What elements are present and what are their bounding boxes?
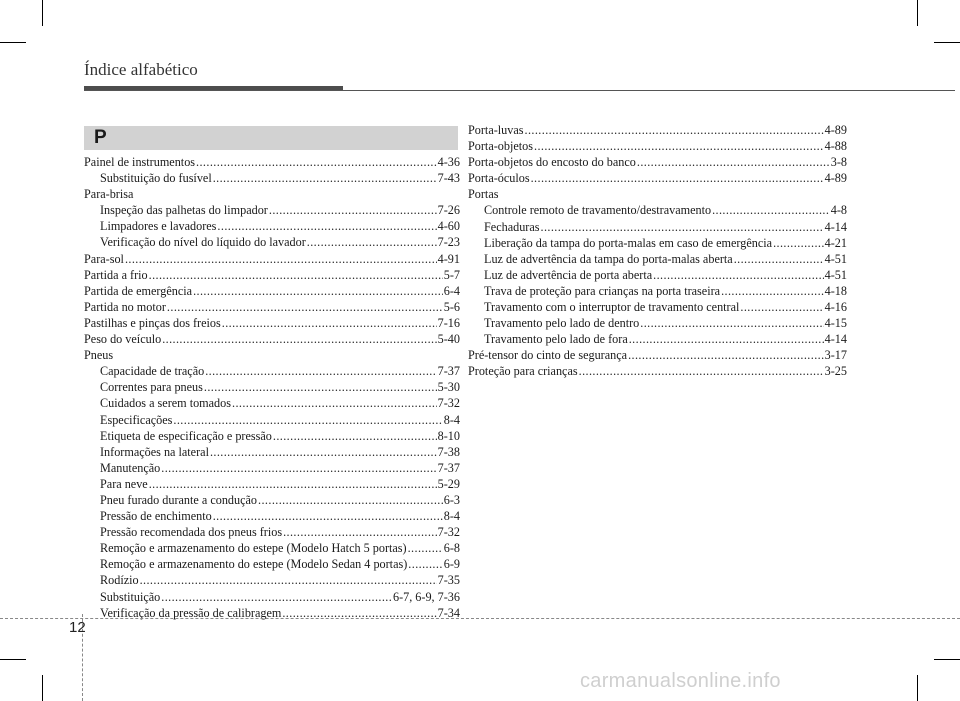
index-entry-page: 5-29 (437, 476, 460, 491)
section-letter: P (94, 127, 107, 148)
index-entry-label: Portas (468, 187, 499, 202)
index-leader-dots (232, 395, 437, 411)
index-entry-label: Proteção para crianças (468, 364, 578, 379)
index-entry-page: 5-7 (443, 267, 460, 282)
index-entry-label: Peso do veículo (84, 332, 162, 347)
index-leader-dots (408, 556, 442, 572)
index-column-right (468, 122, 847, 380)
index-entry (84, 251, 460, 267)
index-entry (84, 524, 460, 540)
index-entry (468, 138, 847, 154)
index-entry-label: Rodízio (100, 573, 139, 588)
index-leader-dots (213, 508, 443, 524)
index-leader-dots (637, 154, 830, 170)
index-entry-page: 3-17 (824, 348, 847, 363)
index-entry-label: Trava de proteção para crianças na porta traseira (484, 283, 721, 298)
index-entry-label: Porta-óculos (468, 171, 530, 186)
index-entry (84, 508, 460, 524)
index-entry (84, 556, 460, 572)
index-entry-page: 4-21 (824, 235, 847, 250)
index-leader-dots (162, 331, 436, 347)
index-entry-page: 4-89 (824, 123, 847, 137)
index-leader-dots (193, 283, 443, 299)
watermark: carmanualsonline.info (580, 670, 781, 692)
index-entry (84, 428, 460, 444)
index-entry-label: Travamento com o interruptor de travamento central (484, 300, 740, 315)
index-entry (468, 186, 847, 202)
index-entry-page: 6-8 (443, 541, 460, 556)
index-entry-label: Pneu furado durante a condução (100, 492, 258, 507)
index-entry-label: Liberação da tampa do porta-malas em caso de emergência (484, 235, 773, 250)
index-entry (84, 476, 460, 492)
index-entry-label: Porta-objetos (468, 139, 533, 154)
index-entry-page: 4-51 (824, 251, 847, 266)
page-title: Índice alfabético (84, 60, 198, 79)
crop-mark (42, 675, 43, 701)
index-leader-dots (205, 363, 436, 379)
section-letter-bar (84, 126, 458, 150)
index-leader-dots (629, 331, 824, 347)
index-entry-page: 7-38 (437, 444, 460, 459)
index-entry (468, 170, 847, 186)
index-leader-dots (534, 138, 824, 154)
index-entry-label: Correntes para pneus (100, 380, 203, 395)
index-entry-label: Remoção e armazenamento do estepe (Modelo Hatch 5 portas) (100, 541, 407, 556)
footer-rule (0, 618, 960, 619)
index-entry-page: 7-32 (437, 396, 460, 411)
index-entry-page: 4-51 (824, 267, 847, 282)
index-entry-label: Porta-objetos do encosto do banco (468, 155, 636, 170)
index-entry-label: Luz de advertência da tampa do porta-malas aberta (484, 251, 733, 266)
index-entry-page: 7-35 (437, 573, 460, 588)
index-leader-dots (149, 476, 437, 492)
index-entry-label: Verificação da pressão de calibragem (100, 605, 282, 620)
index-leader-dots (307, 234, 437, 250)
index-entry-label: Partida no motor (84, 299, 166, 314)
index-entry-label: Pressão recomendada dos pneus frios (100, 525, 283, 540)
index-entry-label: Remoção e armazenamento do estepe (Modelo Sedan 4 portas) (100, 557, 408, 572)
crop-mark (42, 0, 43, 26)
index-entry-page: 3-8 (830, 155, 847, 170)
index-entry (84, 315, 460, 331)
index-entry-label: Especificações (100, 412, 173, 427)
index-entry-page: 8-4 (443, 509, 460, 524)
page-number: 12 (69, 619, 86, 636)
index-entry (468, 219, 847, 235)
index-leader-dots (721, 283, 824, 299)
index-leader-dots (283, 524, 437, 540)
index-entry-page: 4-89 (824, 171, 847, 186)
index-entry (84, 460, 460, 476)
index-entry (468, 202, 847, 218)
index-entry-label: Limpadores e lavadores (100, 219, 217, 234)
index-entry-label: Manutenção (100, 460, 161, 475)
index-entry-label: Partida a frio (84, 267, 148, 282)
index-entry (468, 299, 847, 315)
index-column-left (84, 154, 460, 621)
index-entry (468, 315, 847, 331)
index-entry (84, 572, 460, 588)
index-entry (84, 170, 460, 186)
index-leader-dots (541, 219, 824, 235)
index-entry-page: 4-18 (824, 283, 847, 298)
index-entry-page: 6-3 (443, 492, 460, 507)
index-leader-dots (167, 299, 443, 315)
index-entry (84, 363, 460, 379)
header-rule (84, 90, 955, 91)
index-leader-dots (125, 251, 437, 267)
index-entry (84, 202, 460, 218)
index-entry (84, 395, 460, 411)
index-leader-dots (140, 572, 437, 588)
index-entry-page: 4-14 (824, 332, 847, 347)
index-leader-dots (173, 412, 442, 428)
index-leader-dots (269, 202, 437, 218)
index-entry (468, 267, 847, 283)
index-entry-label: Para-sol (84, 251, 124, 266)
index-leader-dots (640, 315, 823, 331)
crop-mark (917, 675, 918, 701)
index-entry-label: Substituição do fusível (100, 171, 212, 186)
index-entry-page: 8-10 (437, 428, 460, 443)
index-entry-page: 7-37 (437, 364, 460, 379)
index-entry-label: Controle remoto de travamento/destravamento (484, 203, 712, 218)
index-entry (84, 540, 460, 556)
index-entry-label: Pneus (84, 348, 114, 363)
index-entry (84, 186, 460, 202)
index-entry-page: 7-34 (437, 605, 460, 620)
index-leader-dots (196, 154, 437, 170)
index-entry-label: Para neve (100, 476, 148, 491)
index-entry (84, 331, 460, 347)
index-entry-page: 7-37 (437, 460, 460, 475)
index-leader-dots (161, 589, 392, 605)
index-leader-dots (222, 315, 437, 331)
index-entry-page: 7-26 (437, 203, 460, 218)
index-entry-page: 5-40 (437, 332, 460, 347)
index-entry-label: Substituição (100, 589, 161, 604)
index-entry-page: 6-4 (443, 283, 460, 298)
index-entry-label: Pré-tensor do cinto de segurança (468, 348, 628, 363)
index-entry-page: 7-23 (437, 235, 460, 250)
index-entry (468, 235, 847, 251)
index-entry-page: 6-9 (443, 557, 460, 572)
index-leader-dots (217, 218, 436, 234)
index-leader-dots (628, 347, 824, 363)
index-leader-dots (161, 460, 436, 476)
index-leader-dots (712, 202, 830, 218)
index-entry (468, 154, 847, 170)
index-entry (468, 251, 847, 267)
index-leader-dots (531, 170, 824, 186)
index-entry-label: Fechaduras (484, 219, 540, 234)
index-entry-page: 5-30 (437, 380, 460, 395)
index-leader-dots (273, 428, 437, 444)
index-entry-page: 7-32 (437, 525, 460, 540)
index-entry-page: 4-36 (437, 155, 460, 169)
index-entry (84, 347, 460, 363)
index-entry (468, 331, 847, 347)
index-leader-dots (734, 251, 824, 267)
index-leader-dots (213, 170, 437, 186)
crop-mark (0, 659, 26, 660)
index-entry-label: Etiqueta de especificação e pressão (100, 428, 272, 443)
index-entry-label: Pressão de enchimento (100, 509, 212, 524)
index-entry-page: 4-88 (824, 139, 847, 154)
index-entry-label: Pastilhas e pinças dos freios (84, 315, 221, 330)
crop-mark (934, 659, 960, 660)
index-entry-label: Inspeção das palhetas do limpador (100, 203, 268, 218)
index-entry (84, 444, 460, 460)
index-entry (84, 218, 460, 234)
index-entry-page: 6-7, 6-9, 7-36 (392, 589, 460, 604)
index-entry-page: 7-16 (437, 315, 460, 330)
index-entry-page: 4-14 (824, 219, 847, 234)
index-leader-dots (740, 299, 823, 315)
index-entry-page: 4-60 (437, 219, 460, 234)
index-leader-dots (258, 492, 443, 508)
index-entry (468, 347, 847, 363)
index-leader-dots (210, 444, 437, 460)
index-entry (84, 283, 460, 299)
index-entry (468, 283, 847, 299)
index-entry (84, 154, 460, 170)
index-entry (84, 379, 460, 395)
index-leader-dots (773, 235, 824, 251)
index-entry (84, 492, 460, 508)
index-entry-label: Painel de instrumentos (84, 155, 196, 169)
index-leader-dots (408, 540, 443, 556)
index-entry (84, 412, 460, 428)
index-entry (84, 589, 460, 605)
index-entry-label: Travamento pelo lado de dentro (484, 316, 640, 331)
index-entry (468, 122, 847, 138)
index-entry-page: 4-15 (824, 316, 847, 331)
index-entry-page: 7-43 (437, 171, 460, 186)
crop-mark (934, 42, 960, 43)
index-entry-page: 4-8 (830, 203, 847, 218)
index-entry (84, 267, 460, 283)
index-entry-page: 4-16 (824, 300, 847, 315)
index-entry-label: Porta-luvas (468, 123, 524, 137)
index-entry (468, 363, 847, 379)
index-leader-dots (204, 379, 437, 395)
index-entry-label: Informações na lateral (100, 444, 209, 459)
index-entry (84, 299, 460, 315)
index-entry-label: Para-brisa (84, 187, 134, 202)
index-entry-label: Partida de emergência (84, 283, 193, 298)
index-entry-page: 5-6 (443, 299, 460, 314)
index-entry-label: Capacidade de tração (100, 364, 205, 379)
index-entry-label: Verificação do nível do líquido do lavador (100, 235, 306, 250)
index-entry-page: 3-25 (824, 364, 847, 379)
index-entry-label: Cuidados a serem tomados (100, 396, 231, 411)
index-leader-dots (579, 363, 824, 379)
index-entry-label: Luz de advertência de porta aberta (484, 267, 653, 282)
index-entry (84, 234, 460, 250)
index-leader-dots (653, 267, 824, 283)
index-entry-label: Travamento pelo lado de fora (484, 332, 628, 347)
crop-mark (0, 42, 26, 43)
index-entry-page: 8-4 (443, 412, 460, 427)
crop-mark (917, 0, 918, 26)
index-leader-dots (149, 267, 443, 283)
index-leader-dots (525, 122, 824, 138)
index-entry-page: 4-91 (437, 251, 460, 266)
